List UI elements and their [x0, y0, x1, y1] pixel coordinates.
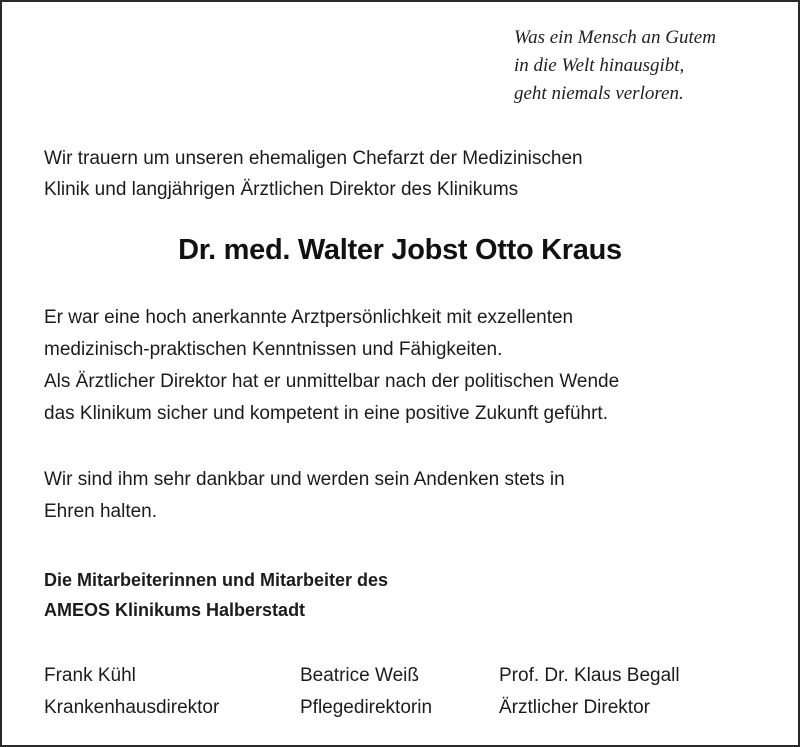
signatory-name: Beatrice Weiß — [300, 665, 419, 686]
motto-line: geht niemals verloren. — [514, 83, 684, 104]
mourning-intro — [44, 143, 583, 205]
signatory-2 — [300, 660, 432, 724]
intro-line: Wir trauern um unseren ehemaligen Chefarzt der Medizinischen — [44, 148, 583, 169]
intro-line: Klinik und langjährigen Ärztlichen Direktor des Klinikums — [44, 179, 519, 200]
tribute-line: das Klinikum sicher und kompetent in eine positive Zukunft geführt. — [44, 403, 608, 424]
signatory-title: Ärztlicher Direktor — [499, 697, 650, 718]
gratitude-line: Wir sind ihm sehr dankbar und werden sein Andenken stets in — [44, 469, 565, 490]
gratitude-line: Ehren halten. — [44, 501, 158, 522]
signers-line: AMEOS Klinikums Halberstadt — [44, 600, 306, 620]
motto-line: in die Welt hinausgibt, — [514, 55, 685, 76]
signatory-name: Frank Kühl — [44, 665, 136, 686]
signers-organization — [44, 565, 388, 625]
signatory-title: Krankenhausdirektor — [44, 697, 220, 718]
motto-quote — [514, 24, 716, 108]
signatory-name: Prof. Dr. Klaus Begall — [499, 665, 680, 686]
signatory-3 — [499, 660, 680, 724]
gratitude-paragraph — [44, 464, 565, 528]
tribute-line: Er war eine hoch anerkannte Arztpersönlichkeit mit exzellenten — [44, 307, 574, 328]
signatory-1 — [44, 660, 219, 724]
signatory-title: Pflegedirektorin — [300, 697, 433, 718]
signers-line: Die Mitarbeiterinnen und Mitarbeiter des — [44, 570, 389, 590]
motto-line: Was ein Mensch an Gutem — [514, 27, 716, 48]
deceased-name: Dr. med. Walter Jobst Otto Kraus — [178, 234, 622, 266]
tribute-line: medizinisch-praktischen Kenntnissen und Fähigkeiten. — [44, 339, 503, 360]
tribute-paragraph — [44, 302, 619, 430]
tribute-line: Als Ärztlicher Direktor hat er unmittelbar nach der politischen Wende — [44, 371, 620, 392]
